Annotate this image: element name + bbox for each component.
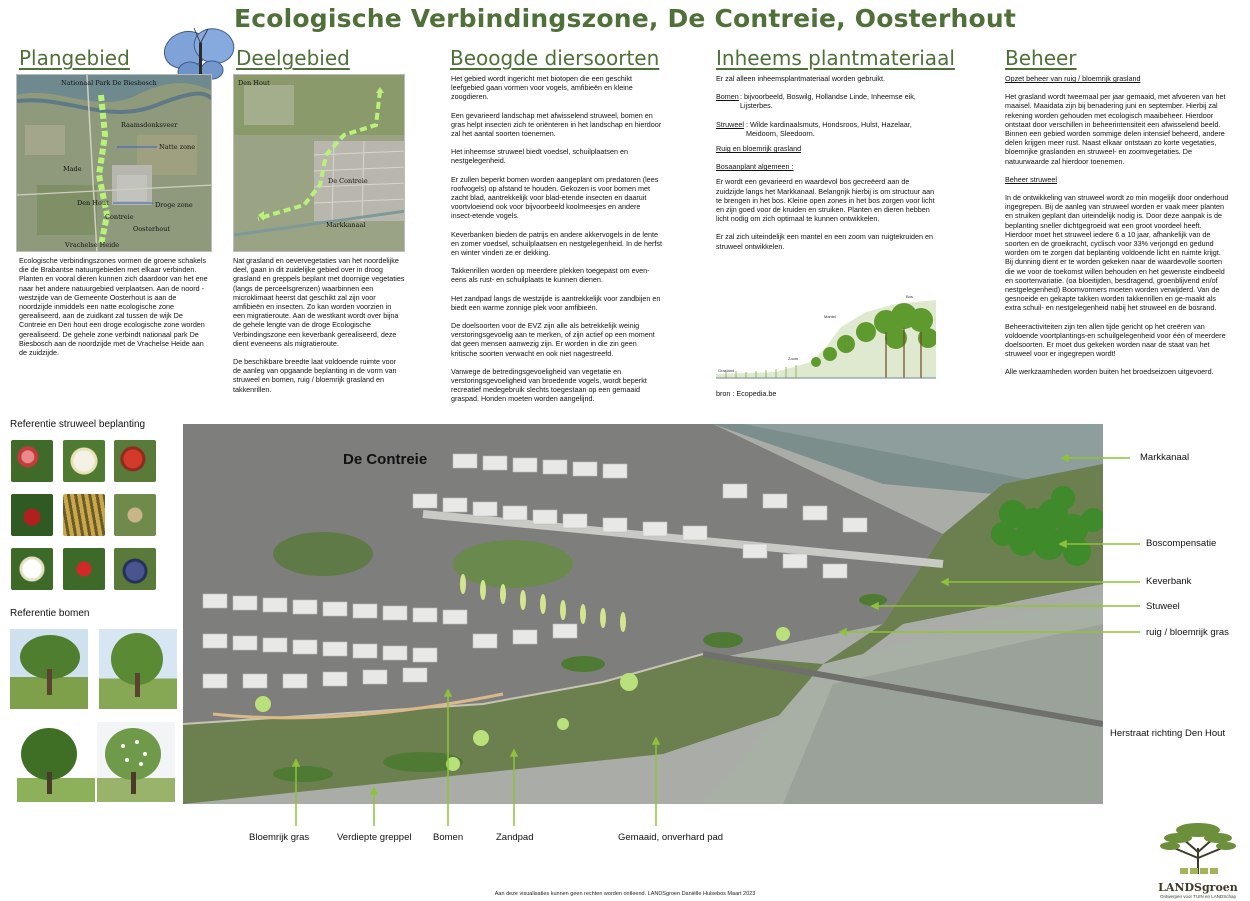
struweel-photo — [63, 440, 105, 482]
label-greppel: Verdiepte greppel — [337, 832, 412, 843]
plangebied-text: Ecologische verbindingszones vormen de groene schakels die de Brabantse natuurgebieden met elkaar verbinden. Planten en vooral dieren kunnen zich daardoor van het ene naar het andere natuurgebied verplaatsen. Aan de noord -westzijde van de Gemeente Oosterhout is aan de noordzijde inmiddels een natte ecologische zone gerealiseerd, aan de zuidkant zal tussen de wijk De Contreie en Den hout een droge ecologische zone worden gerealiseerd. De gehele zone verbindt nationaal park De Biesbosch aan de noordzijde met de Vrachelse Heide aan de zuidzijde. — [19, 256, 208, 358]
map-label-denhout-2: Den Hout — [238, 79, 270, 87]
logo-tagline: Ontwerpen voor TUIN en LANDSchap — [1160, 894, 1236, 899]
map-label-raamsdonk: Raamsdonksveer — [121, 121, 178, 129]
diagram-label-bos: Bos — [906, 294, 913, 299]
callout-markkanaal: Markkanaal — [1140, 452, 1190, 463]
beheer-sub1: Opzet beheer van ruig / bloemrijk grasland — [1005, 74, 1141, 83]
page-title: Ecologische Verbindingszone, De Contreie, Oosterhout — [233, 4, 1017, 33]
plantmateriaal-source: bron : Ecopedia.be — [716, 389, 777, 398]
plantmateriaal-heading: Inheems plantmateriaal — [716, 46, 955, 70]
diagram-label-grasland: Grasland — [718, 368, 735, 373]
diagram-label-zoom: Zoom — [788, 356, 799, 361]
struweel-row — [716, 120, 936, 138]
struweel-photo — [11, 548, 53, 590]
bos-p2: Er zal zich uiteindelijk een mantel en een zoom van ruigtekruiden en struweel ontwikkelen. — [716, 232, 933, 251]
diersoorten-p3: Het inheemse struweel biedt voedsel, schuilplaatsen en nestgelegenheid. — [451, 147, 628, 166]
diersoorten-p5: Keverbanken bieden de patrijs en andere akkervogels in de lente en zomer voedsel, schuilplaatsen en nestgelegenheid. In de herfst en winter vinden ze er dekking. — [451, 229, 662, 258]
label-bomen: Bomen — [433, 832, 464, 843]
plangebied-aerial-image — [17, 75, 212, 252]
tree-photo — [10, 629, 88, 709]
label-bloemrijk: Bloemrijk gras — [249, 832, 310, 843]
beheer-p1: Het grasland wordt tweemaal per jaar gemaaid, met afvoeren van het maaisel. Maaidata zijn bij benadering juni en september. Hierbij zal rekening worden gehouden met ecologisch maaibeheer. Hierdoor ontstaat door verschillen in beheerintensiteit een afwisselend beeld. Binnen een gebied worden sommige delen intensief beheerd, andere delen krijgen meer rust. Naast elkaar ontstaan zo korte vegetaties, bloemrijke graslanden en struweel- en zoomvegetaties. De natuurwaarde zal hierdoor toenemen. — [1005, 92, 1226, 166]
map-label-np: Nationaal Park De Biesbosch — [61, 79, 157, 87]
diersoorten-p8: De doelsoorten voor de EVZ zijn alle als betrekkelijk weinig verstoringsgevoelig aan te merken, of zijn actief op een moment dat geen mensen aanwezig zijn. Er worden in die zin geen kritische soorten verwacht en ook niet nagestreefd. — [451, 321, 655, 358]
map-label-made: Made — [63, 165, 82, 173]
diersoorten-p4: Er zullen beperkt bomen worden aangeplant om predatoren (lees roofvogels) op afstand te houden. Gekozen is voor bomen met zacht blad, aantrekkelijk voor blad-etende insecten en daaruit voortvloeiend ook voor bijvoorbeeld koolmeesjes en andere insect-etende vogels. — [451, 174, 659, 221]
diersoorten-p6: Takkenrillen worden op meerdere plekken toegepast om even-eens als rust- en schuilplaats te kunnen dienen. — [451, 266, 650, 285]
tree-photo — [99, 629, 177, 709]
map-label-markkanaal: Markkanaal — [326, 221, 366, 229]
struweel-photo — [11, 440, 53, 482]
ruig-heading: Ruig en bloemrijk grasland — [716, 144, 802, 154]
bomen-label: Bomen — [716, 92, 739, 102]
beheer-heading: Beheer — [1005, 46, 1077, 70]
bomen-row — [716, 92, 936, 110]
tree-photo — [97, 722, 175, 802]
tree-photo — [17, 722, 95, 802]
aerial-label: De Contreie — [343, 451, 428, 468]
aerial-render — [183, 424, 1103, 804]
callout-boscompensatie: Boscompensatie — [1146, 538, 1217, 549]
callout-ruig: ruig / bloemrijk gras — [1146, 627, 1229, 638]
map-label-droge: Droge zone — [155, 201, 193, 209]
plantmateriaal-intro: Er zal alleen inheemsplantmateriaal worden gebruikt. — [716, 74, 885, 83]
ref-struweel-title: Referentie struweel beplanting — [10, 419, 146, 430]
struweel-photo — [63, 548, 105, 590]
struweel-photo — [11, 494, 53, 536]
diersoorten-heading: Beoogde diersoorten — [450, 46, 660, 70]
aerial-visualisation — [183, 424, 1103, 804]
label-gemaaid: Gemaaid, onverhard pad — [618, 832, 724, 843]
struweel-text: : Wilde kardinaalsmuts, Hondsroos, Hulst, Hazelaar, Meidoorn, Sleedoorn. — [746, 119, 912, 138]
footer-disclaimer: Aan deze visualisaties kunnen geen rechten worden ontleend. LANDSgroen Daniëlle Hulsebos Maart 2023 — [494, 891, 756, 897]
diersoorten-text — [451, 74, 663, 413]
deelgebied-text — [233, 256, 405, 403]
deelgebied-aerial-image — [234, 75, 405, 252]
map-label-denhout: Den Hout — [77, 199, 109, 207]
callout-stuweel: Stuweel — [1146, 601, 1180, 612]
map-label-oosterhout: Oosterhout — [133, 225, 171, 233]
tree-logo-icon — [1152, 818, 1244, 876]
beheer-text — [1005, 74, 1230, 386]
bos-heading: Bosaanplant algemeen : — [716, 162, 794, 172]
beheer-p2: In de ontwikkeling van struweel wordt zo min mogelijk door onderhoud ingegrepen. Bij de aanleg van struweel worden er vaak meer planten en struiken geplant dan uiteindelijk nodig is. Door deze aanpak is de beplanting sneller dichtgegroeid wat een groot voordeel heeft. Hierdoor moet het struweel iedere 6 a 10 jaar, afhankelijk van de soorten en de groeikracht, cyclisch voor 33% verjongd en gedund worden om te zorgen dat beplanting voldoende licht en ruimte krijgt. Bij dunning dient er te worden gekeken naar de waardevolle soorten die we voor de toekomst willen behouden en het gewenste eindbeeld en soortenvariatie. (oa bloeitijden, besdragend, groenblijvend en/of nestgelegenheid) Boomvormers moeten worden verwijderd. Van de gesnoeide en gekapte takken worden takkenrillen en ge-maakt als extra schuil- en nestgelegenheid nabij het struweel en de bosrand. — [1005, 193, 1229, 313]
deelgebied-p2: De beschikbare breedte laat voldoende ruimte voor de aanleg van opgaande beplanting in de vorm van struweel en bomen, ruig / bloemrijk grasland en takkenrillen. — [233, 357, 397, 394]
struweel-label: Struweel — [716, 119, 744, 129]
map-label-natte: Natte zone — [159, 143, 196, 151]
map-label-contreie-2: De Contreie — [328, 177, 368, 185]
callout-herstraat: Herstraat richting Den Hout — [1110, 728, 1226, 739]
plantmateriaal-text — [716, 74, 936, 260]
diersoorten-p2: Een gevarieerd landschap met afwisselend struweel, bomen en gras helpt insecten zich te oriënteren in het landschap en hierdoor zal het aantal soorten toenemen. — [451, 110, 662, 139]
logo-name: LANDSgroen — [1158, 881, 1238, 894]
diersoorten-p1: Het gebied wordt ingericht met biotopen die een geschikt leefgebied gaan vormen voor vogels, amfibieën en kleine zoogdieren. — [451, 74, 633, 102]
label-zandpad: Zandpad — [496, 832, 534, 843]
diagram-label-mantel: Mantel — [824, 314, 837, 319]
deelgebied-map — [233, 74, 405, 252]
struweel-photo — [114, 440, 156, 482]
diersoorten-p7: Het zandpad langs de westzijde is aantrekkelijk voor zandbijen en biedt een warme zonnige plek voor amfibieën. — [451, 293, 661, 312]
deelgebied-p1: Nat grasland en oevervegetaties van het noordelijke deel, gaan in dit zuidelijke gebied over in droog grasland en greppels beplant met doornige vegetaties (langs de perceelsgrenzen) waarbinnen een microklimaat heerst dat geschikt zal zijn voor amfibieën en insecten. Zo kan worden voorzien in een migratieroute. Aan de westkant wordt over bijna de gehele lengte van de droge Ecologische Verbindingszone een keverbank gerealiseerd, deze dient eveneens als migratieroute. — [233, 256, 405, 348]
diersoorten-p9: Vanwege de betredingsgevoeligheid van vegetatie en verstoringsgevoeligheid van broedende vogels, wordt beperkt recreatief medegebruik slechts toegestaan op een gemaaid graspad. Honden moeten worden aangelijnd. — [451, 366, 647, 404]
ref-bomen-title: Referentie bomen — [10, 608, 90, 619]
beheer-sub2: Beheer struweel — [1005, 174, 1057, 184]
beheer-p4: Alle werkzaamheden worden buiten het broedseizoen uitgevoerd. — [1005, 367, 1214, 377]
plangebied-map — [16, 74, 212, 252]
bos-p1: Er wordt een gevarieerd en waardevol bos gecreëerd aan de zuidzijde langs het Markkanaal. Belangrijk hierbij is om structuur aan te brengen in het bos. Kleine open zones in het bos zorgen voor licht en zijn goed voor de kruiden en struiken. Planten en dieren hebben licht nodig om zich optimaal te kunnen ontwikkelen. — [716, 177, 935, 224]
bosrand-diagram — [716, 292, 936, 384]
map-label-contreie: Contreie — [105, 213, 134, 221]
landsgroen-logo — [1152, 818, 1244, 899]
plangebied-heading: Plangebied — [19, 46, 130, 70]
map-label-vrachelse: Vrachelse Heide — [65, 241, 120, 249]
beheer-p3: Beheeractiviteiten zijn ten allen tijde gericht op het creëren van voldoende voortplantings-en schuilgelegenheid voor één of meerdere doelsoorten. Er moet dus gekeken worden naar de staat van het struweel voor er ingegrepen wordt! — [1005, 321, 1226, 359]
deelgebied-heading: Deelgebied — [236, 46, 350, 70]
struweel-photo — [114, 494, 156, 536]
struweel-photo — [114, 548, 156, 590]
bomen-text: : bijvoorbeeld, Boswilg, Hollandse Linde, Inheemse eik, Lijsterbes. — [740, 92, 916, 111]
callout-keverbank: Keverbank — [1146, 576, 1192, 587]
struweel-photo — [63, 494, 105, 536]
